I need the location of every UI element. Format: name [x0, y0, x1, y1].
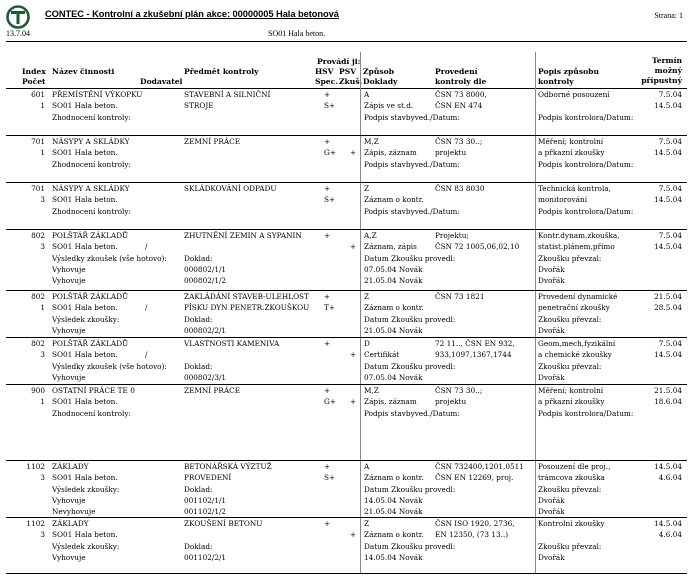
- row-deadline-possible: 14.5.04: [654, 462, 682, 471]
- col-index: Index: [22, 67, 46, 76]
- row-standard: ČSN 732400,1201,0511: [435, 462, 524, 471]
- row-count: 3: [40, 350, 45, 360]
- row-count: 1: [40, 303, 45, 313]
- row-standard-line2: EN 12350, (73 13..): [435, 530, 509, 540]
- row-deadline-possible: 7.5.04: [658, 231, 682, 240]
- row-evaluation-label: Výsledek zkoušky:: [52, 484, 120, 494]
- row-method-description-line2: statist.plánem,přímo: [538, 242, 615, 252]
- row-method: M,Z: [364, 137, 379, 146]
- row-standard: ČSN 73 30..;: [435, 137, 483, 146]
- row-method: A: [364, 462, 370, 471]
- col-spec: Spec.: [315, 77, 338, 86]
- row-deadline-allowed: 4.6.04: [658, 473, 682, 483]
- row-inspector-line: Zkoušku převzal:: [538, 253, 602, 263]
- row-hsv-mark: +: [324, 137, 331, 146]
- row-signature-line: 07.05.04 Novák: [364, 264, 423, 274]
- row-deadline-possible: 7.5.04: [658, 137, 682, 146]
- col-predmet: Předmět kontroly: [184, 67, 259, 76]
- row-deadline-possible: 7.5.04: [658, 184, 682, 193]
- row-signature-line: 21.05.04 Novák: [364, 325, 423, 335]
- row-documents: Záznam, zápis: [364, 242, 417, 252]
- row-subject-line2: STROJE: [184, 101, 214, 111]
- row-hsv-mark: +: [324, 90, 331, 99]
- row-inspector-line: Dvořák: [538, 264, 565, 274]
- row-method: A: [364, 90, 370, 99]
- row-standard: ČSN 73 8000,: [435, 90, 487, 99]
- row-document-ref: 000802/1/2: [184, 276, 227, 286]
- row-supplier: /: [145, 242, 148, 252]
- row-hsv-mark: +: [324, 386, 331, 395]
- row-activity-name: OSTATNÍ PRÁCE TE 0: [52, 386, 135, 395]
- row-deadline-possible: 21.5.04: [654, 386, 682, 395]
- row-test-mark: +: [350, 242, 357, 252]
- row-method-description-line2: trámcova zkouška: [538, 473, 605, 483]
- col-provadi: Provádí ji:: [317, 57, 361, 66]
- row-deadline-allowed: 18.6.04: [654, 397, 682, 407]
- row-standard-line2: 933,1097,1367,1744: [435, 350, 512, 360]
- row-object: SO01 Hala beton.: [52, 101, 118, 111]
- col-kontroly: kontroly: [538, 77, 574, 86]
- row-subject: ZEMNÍ PRÁCE: [184, 137, 241, 146]
- row-inspector-line: Podpis kontrolora/Datum:: [538, 206, 634, 216]
- row-deadline-allowed: 14.5.04: [654, 148, 682, 158]
- row-deadline-allowed: 4.6.04: [658, 530, 682, 540]
- row-method: Z: [364, 519, 370, 528]
- row-test-mark: +: [350, 530, 357, 540]
- row-document-ref: 001102/1/2: [184, 507, 227, 517]
- row-standard: ČSN 83 8030: [435, 184, 485, 193]
- row-test-mark: +: [350, 148, 357, 158]
- row-documents: Záznam o kontr.: [364, 473, 424, 483]
- row-inspector-line: Dvořák: [538, 507, 565, 517]
- row-evaluation-label: Výsledek zkoušky:: [52, 541, 120, 551]
- row-inspector-line: Zkoušku převzal:: [538, 361, 602, 371]
- row-count: 1: [40, 101, 45, 111]
- row-activity-name: NÁSYPY A SKLÁDKY: [52, 137, 130, 146]
- row-signature-line: Podpis stavbyved./Datum:: [364, 408, 460, 418]
- col-divider: [360, 52, 361, 574]
- row-deadline-possible: 21.5.04: [654, 292, 682, 301]
- row-count: 3: [40, 473, 45, 483]
- row-deadline-allowed: 28.5.04: [654, 303, 682, 313]
- row-method-description-line2: a přkazní zkoušky: [538, 397, 605, 407]
- row-separator: [6, 229, 687, 230]
- col-pocet: Počet: [22, 77, 46, 86]
- col-mozny: možný: [654, 66, 682, 75]
- row-inspector-line: Zkoušku převzal:: [538, 314, 602, 324]
- row-standard: Projektu;: [435, 231, 469, 240]
- row-count: 3: [40, 195, 45, 205]
- row-hsv-mark: +: [324, 462, 331, 471]
- row-index: 802: [31, 292, 45, 301]
- row-method: A,Z: [364, 231, 377, 240]
- row-signature-line: Datum Zkoušku provedl:: [364, 253, 456, 263]
- row-index: 701: [31, 137, 45, 146]
- row-count: 3: [40, 530, 45, 540]
- row-object: SO01 Hala beton.: [52, 195, 118, 205]
- row-method-description-line2: penetrační zkoušky: [538, 303, 610, 313]
- row-evaluation-label: Výsledky zkoušek (vše hotovo):: [52, 253, 167, 263]
- row-evaluation-label: Vyhovuje: [52, 372, 86, 382]
- row-method: D: [364, 339, 370, 348]
- page-number: Strana: 1: [654, 11, 683, 20]
- row-evaluation-label: Nevyhovuje: [52, 507, 96, 517]
- row-documents: Záznam o kontr.: [364, 303, 424, 313]
- row-separator: [6, 135, 687, 136]
- row-evaluation-label: Zhodnocení kontroly:: [52, 206, 131, 216]
- row-subject: ZAKLÁDÁNÍ STAVEB-ULEHLOST: [184, 292, 309, 301]
- row-evaluation-label: Vyhovuje: [52, 495, 86, 505]
- row-method-description: Měření; kontrolní: [538, 386, 604, 395]
- row-separator: [6, 517, 687, 518]
- row-object: SO01 Hala beton.: [52, 303, 118, 313]
- object-name: SO01 Hala beton.: [268, 29, 326, 38]
- row-method-description: Posouzení dle proj.,: [538, 462, 611, 471]
- row-signature-line: 14.05.04 Novák: [364, 552, 423, 562]
- row-activity-name: ZÁKLADY: [52, 519, 89, 528]
- row-count: 3: [40, 242, 45, 252]
- row-standard: ČSN 73 1821: [435, 292, 485, 301]
- row-subject-line2: PÍSKU DYN PENETR.ZKOUŠKOU: [184, 303, 310, 313]
- col-divider: [535, 52, 536, 574]
- row-standard-line2: ČSN EN 12269, proj.: [435, 473, 514, 483]
- row-document-ref: Doklad:: [184, 253, 213, 263]
- row-method: Z: [364, 184, 370, 193]
- row-hsv-mark: +: [324, 231, 331, 240]
- col-doklady: Doklady: [363, 77, 398, 86]
- row-index: 1102: [26, 519, 45, 528]
- row-signature-line: 21.05.04 Novák: [364, 276, 423, 286]
- row-standard: 72 11.., ČSN EN 932,: [435, 339, 515, 348]
- row-count: 1: [40, 397, 45, 407]
- row-document-ref: Doklad:: [184, 541, 213, 551]
- row-signature-line: Podpis stavbyved./Datum:: [364, 112, 460, 122]
- row-standard-line2: ČSN EN 474: [435, 101, 483, 111]
- row-deadline-allowed: 14.5.04: [654, 242, 682, 252]
- row-object: SO01 Hala beton.: [52, 148, 118, 158]
- row-standard: ČSN ISO 1920, 2736,: [435, 519, 515, 528]
- row-subject: VLASTNOSTI KAMENIVA: [184, 339, 280, 348]
- row-hsv-mark: +: [324, 292, 331, 301]
- row-hsv-mark: +: [324, 519, 331, 528]
- row-separator: [6, 290, 687, 291]
- row-standard-line2: projektu: [435, 397, 467, 407]
- row-activity-name: POLŠTÁŘ ZÁKLADŮ: [52, 231, 129, 240]
- row-separator: [6, 460, 687, 461]
- row-inspector-line: Zkoušku převzal:: [538, 484, 602, 494]
- col-kontroly-dle: kontroly dle: [435, 77, 487, 86]
- row-evaluation-label: Výsledky zkoušek (vše hotovo):: [52, 361, 167, 371]
- row-evaluation-label: Vyhovuje: [52, 276, 86, 286]
- row-evaluation-label: Vyhovuje: [52, 264, 86, 274]
- row-inspector-line: Dvořák: [538, 325, 565, 335]
- row-signature-line: Datum Zkoušku provedl:: [364, 541, 456, 551]
- row-inspector-line: Dvořák: [538, 276, 565, 286]
- row-inspector-line: Podpis kontrolora/Datum:: [538, 408, 634, 418]
- row-spec-mark: S+: [324, 195, 336, 205]
- row-deadline-allowed: 14.5.04: [654, 101, 682, 111]
- row-evaluation-label: Zhodnocení kontroly:: [52, 408, 131, 418]
- document-title: CONTEC - Kontrolní a zkušební plán akce: 00000005 Hala betonová: [45, 9, 339, 19]
- row-object: SO01 Hala beton.: [52, 242, 118, 252]
- row-method-description: Odborné posouzení: [538, 90, 610, 99]
- row-standard-line2: projektu: [435, 148, 467, 158]
- row-activity-name: ZÁKLADY: [52, 462, 89, 471]
- row-method-description: Provedení dynamické: [538, 292, 618, 301]
- row-supplier: /: [145, 350, 148, 360]
- row-activity-name: POLŠTÁŘ ZÁKLADŮ: [52, 339, 129, 348]
- row-deadline-possible: 14.5.04: [654, 519, 682, 528]
- row-inspector-line: Dvořák: [538, 552, 565, 562]
- row-method: Z: [364, 292, 370, 301]
- row-test-mark: +: [350, 350, 357, 360]
- row-index: 900: [31, 386, 45, 395]
- row-deadline-possible: 7.5.04: [658, 339, 682, 348]
- row-evaluation-label: Vyhovuje: [52, 325, 86, 335]
- row-evaluation-label: Výsledek zkoušky:: [52, 314, 120, 324]
- col-provedeni: Provedení: [435, 67, 478, 76]
- row-standard-line2: ČSN 72 1005,06,02,10: [435, 242, 520, 252]
- col-hsv: HSV: [315, 67, 334, 76]
- row-subject: ZHUTNĚNÍ ZEMIN A SYPANIN: [184, 231, 302, 240]
- row-inspector-line: Zkoušku převzal:: [538, 541, 602, 551]
- table-bottom-rule: [6, 573, 687, 574]
- row-hsv-mark: +: [324, 184, 331, 193]
- row-documents: Záznam o kontr.: [364, 530, 424, 540]
- row-document-ref: 000802/2/1: [184, 325, 227, 335]
- row-activity-name: POLŠTÁŘ ZÁKLADŮ: [52, 292, 129, 301]
- row-method-description-line2: monitorování: [538, 195, 588, 205]
- row-method-description: Geom,mech,fyzikální: [538, 339, 616, 348]
- row-test-mark: +: [350, 397, 357, 407]
- col-nazev: Název činnosti: [52, 67, 115, 76]
- row-method-description-line2: a chemické zkoušky: [538, 350, 612, 360]
- row-documents: Záznam o kontr.: [364, 195, 424, 205]
- row-activity-name: NÁSYPY A SKLÁDKY: [52, 184, 130, 193]
- row-hsv-mark: +: [324, 339, 331, 348]
- row-method-description: Technická kontrola,: [538, 184, 611, 193]
- row-count: 1: [40, 148, 45, 158]
- row-inspector-line: Podpis kontrolora/Datum:: [538, 159, 634, 169]
- row-supplier: /: [145, 303, 148, 313]
- row-subject: ZEMNÍ PRÁCE: [184, 386, 241, 395]
- row-spec-mark: G+: [324, 148, 336, 158]
- row-subject-line2: PROVEDENÍ: [184, 473, 232, 483]
- row-object: SO01 Hala beton.: [52, 350, 118, 360]
- row-method-description: Kontr.dynam.zkouška,: [538, 231, 620, 240]
- row-spec-mark: S+: [324, 101, 336, 111]
- col-popis: Popis způsobu: [538, 67, 599, 76]
- row-spec-mark: T+: [324, 303, 335, 313]
- row-signature-line: Podpis stavbyved./Datum:: [364, 159, 460, 169]
- row-activity-name: PŘEMÍSTĚNÍ VÝKOPKU: [52, 90, 143, 99]
- col-dodavatel: Dodavatel: [140, 77, 183, 86]
- row-index: 701: [31, 184, 45, 193]
- row-signature-line: 14.05.04 Novák: [364, 495, 423, 505]
- row-document-ref: Doklad:: [184, 484, 213, 494]
- row-signature-line: Podpis stavbyved./Datum:: [364, 206, 460, 216]
- row-method-description-line2: a přkazní zkoušky: [538, 148, 605, 158]
- row-signature-line: Datum Zkoušku provedl:: [364, 361, 456, 371]
- row-documents: Certifikát: [364, 350, 400, 360]
- row-subject: ZKOUŠENÍ BETONU: [184, 519, 263, 528]
- col-pripustny: přípustný: [641, 76, 682, 85]
- col-psv: PSV: [339, 67, 357, 76]
- row-inspector-line: Podpis kontrolora/Datum:: [538, 112, 634, 122]
- row-subject: SKLÁDKOVÁNÍ ODPADU: [184, 184, 277, 193]
- header-bottom-rule: [6, 88, 687, 89]
- row-deadline-allowed: 14.5.04: [654, 195, 682, 205]
- row-documents: Zápis ve st.d.: [364, 101, 414, 111]
- header-top-rule: [6, 41, 687, 42]
- row-signature-line: Datum Zkoušku provedl:: [364, 314, 456, 324]
- row-object: SO01 Hala beton.: [52, 473, 118, 483]
- row-signature-line: 07.05.04 Novák: [364, 372, 423, 382]
- row-index: 802: [31, 231, 45, 240]
- row-index: 601: [31, 90, 45, 99]
- row-evaluation-label: Zhodnocení kontroly:: [52, 159, 131, 169]
- print-date: 13.7.04: [6, 29, 30, 38]
- row-signature-line: 21.05.04 Novák: [364, 507, 423, 517]
- row-index: 802: [31, 339, 45, 348]
- row-evaluation-label: Vyhovuje: [52, 552, 86, 562]
- row-document-ref: Doklad:: [184, 361, 213, 371]
- row-spec-mark: G+: [324, 397, 336, 407]
- row-inspector-line: Dvořák: [538, 495, 565, 505]
- row-separator: [6, 182, 687, 183]
- col-zkus: Zkuš.: [339, 77, 363, 86]
- col-termin: Termín: [651, 56, 682, 65]
- row-object: SO01 Hala beton.: [52, 397, 118, 407]
- row-separator: [6, 337, 687, 338]
- row-inspector-line: Dvořák: [538, 372, 565, 382]
- row-subject: BETONÁŘSKÁ VÝZTUŽ: [184, 462, 272, 471]
- row-documents: Zápis, záznam: [364, 148, 417, 158]
- row-method: M,Z: [364, 386, 379, 395]
- row-subject: STAVEBNÍ A SILNIČNÍ: [184, 90, 271, 99]
- row-index: 1102: [26, 462, 45, 471]
- row-method-description: Kontrolní zkoušky: [538, 519, 605, 528]
- row-document-ref: 001102/1/1: [184, 495, 227, 505]
- row-method-description: Měření; kontrolní: [538, 137, 604, 146]
- row-document-ref: 001102/2/1: [184, 552, 227, 562]
- col-zpusob: Způsob: [363, 67, 395, 76]
- row-spec-mark: S+: [324, 473, 336, 483]
- row-documents: Zápis, záznam: [364, 397, 417, 407]
- row-separator: [6, 384, 687, 385]
- row-document-ref: 000802/1/1: [184, 264, 227, 274]
- row-standard: ČSN 73 30..;: [435, 386, 483, 395]
- row-deadline-possible: 7.5.04: [658, 90, 682, 99]
- row-document-ref: 000802/3/1: [184, 372, 227, 382]
- row-document-ref: Doklad:: [184, 314, 213, 324]
- contec-logo: [5, 4, 31, 30]
- row-deadline-allowed: 14.5.04: [654, 350, 682, 360]
- row-evaluation-label: Zhodnocení kontroly:: [52, 112, 131, 122]
- row-object: SO01 Hala beton.: [52, 530, 118, 540]
- row-signature-line: Datum Zkoušku provedl:: [364, 484, 456, 494]
